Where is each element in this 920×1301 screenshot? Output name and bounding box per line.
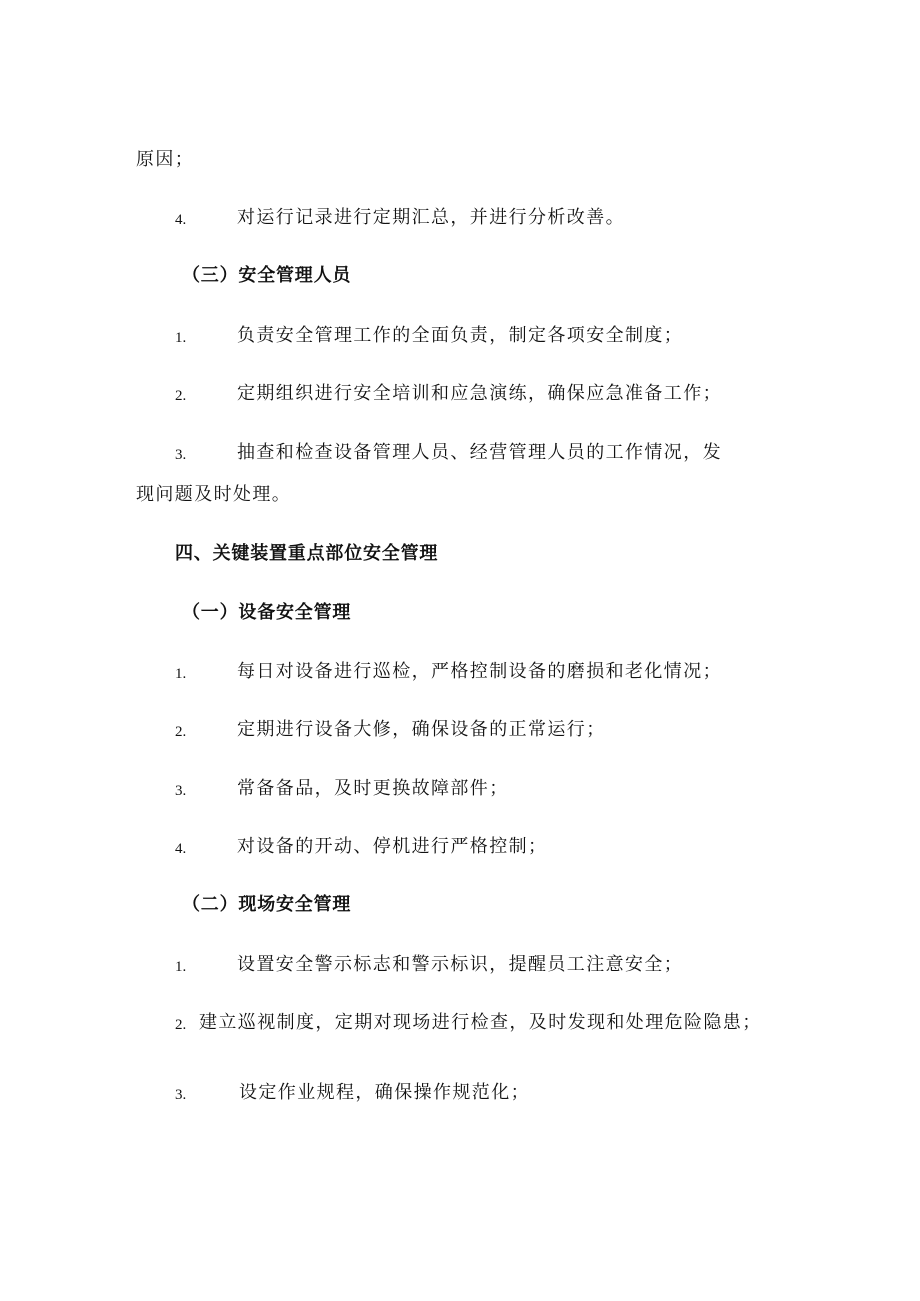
item-number: 4. (175, 212, 187, 228)
item-text: 对运行记录进行定期汇总，并进行分析改善。 (237, 207, 625, 228)
item-text: 抽查和检查设备管理人员、经营管理人员的工作情况，发 (237, 442, 722, 463)
item-number: 2. (175, 1017, 187, 1033)
item-text: 对设备的开动、停机进行严格控制； (237, 836, 548, 857)
item-text: 定期组织进行安全培训和应急演练，确保应急准备工作； (237, 383, 722, 404)
item-text: 定期进行设备大修，确保设备的正常运行； (237, 719, 606, 740)
item-text: 设定作业规程，确保操作规范化； (239, 1082, 530, 1103)
item-number: 3. (175, 783, 187, 799)
item-text: 设置安全警示标志和警示标识，提醒员工注意安全； (237, 954, 684, 975)
subsection-title-1: （一）设备安全管理 (182, 602, 352, 623)
subsection-title-3: （三）安全管理人员 (182, 265, 352, 286)
item-text: 建立巡视制度，定期对现场进行检查，及时发现和处理危险隐患； (199, 1012, 762, 1033)
item-text: 负责安全管理工作的全面负责，制定各项安全制度； (237, 325, 684, 346)
section-title-4: 四、关键装置重点部位安全管理 (175, 543, 439, 564)
item-number: 4. (175, 841, 187, 857)
item-number: 1. (175, 959, 187, 975)
item-text-continuation: 现问题及时处理。 (136, 484, 292, 505)
subsection-title-2: （二）现场安全管理 (182, 894, 352, 915)
item-number: 1. (175, 666, 187, 682)
item-number: 1. (175, 330, 187, 346)
item-text: 每日对设备进行巡检，严格控制设备的磨损和老化情况； (237, 661, 722, 682)
item-number: 2. (175, 724, 187, 740)
item-text: 常备备品，及时更换故障部件； (237, 778, 509, 799)
item-number: 3. (175, 447, 187, 463)
item-number: 3. (175, 1087, 187, 1103)
item-number: 2. (175, 388, 187, 404)
continuation-text: 原因； (136, 149, 195, 170)
